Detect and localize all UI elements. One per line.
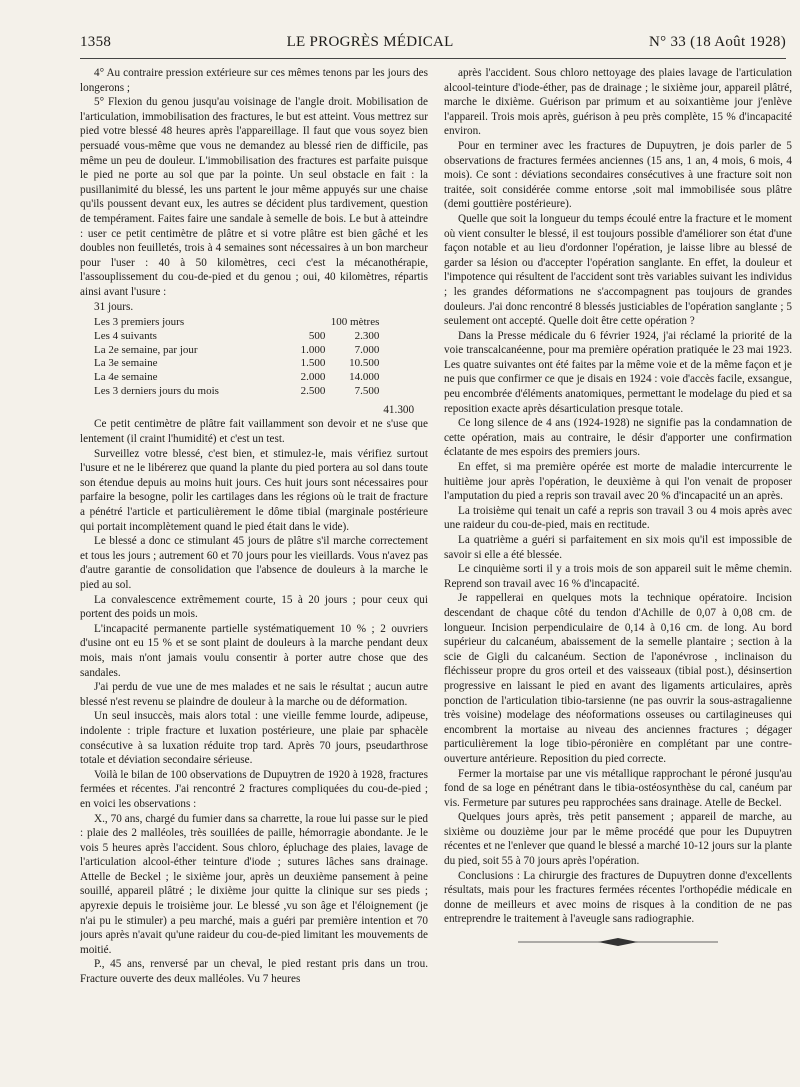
paragraph: Quelle que soit la longueur du temps écoulé entre la fracture et le moment où vient consulter le blessé, il est toujours possible d'améliorer son état d'une façon notable et au lieu d'ordonner l'opération, je laisse libre au blessé de garder sa lésion ou d'accepter l'opération sanglante. En effet, la douleur et l'impotence qui résultent de l'accident sont très variables suivant les individus ; les grandes déformations ne s'accompagnent pas toujours de grandes douleurs. J'ai donc rencontré 8 blessés justiciables de l'opération sanglante ; 5 seulement ont accepté. Quelle doit être cette opération ? <box>444 212 792 328</box>
paragraph: Dans la Presse médicale du 6 février 1924, j'ai réclamé la priorité de la voie transcalcanéenne, pour ma première opération pratiquée le 23 mai 1923. Les quatre suivantes ont été faites par la même voie et de la même façon et je ne puis que confirmer ce que je disais en 1924 : voie d'accès facile, exsangue, peu encombrée d'éléments anatomiques, permettant le modelage du pied et sa reposition exacte après désarticulation presque totale. <box>444 329 792 415</box>
table-cell-total: 14.000 <box>349 371 380 384</box>
table-row <box>94 316 379 330</box>
table-cell-total: 2.300 <box>354 329 380 342</box>
table-cell-label: La 2e semaine, par jour <box>94 343 198 356</box>
paragraph: 5° Flexion du genou jusqu'au voisinage de l'angle droit. Mobilisation de l'articulation, immobilisation des fractures, le but est atteint. Vous mettrez sur pied votre blessé 48 heures après l'appareillage. Il faut que vous soyez bien persuadé vous-même que vous ne demandez au blessé rien de difficile, pas même un peu de douleur. L'immobilisation des fractures est parfaite puisque le pied ne porte au sol que par la pointe. Un seul obstacle en fait : la pusillanimité du blessé, les uns partent le jour même appuyés sur une chaise qu'ils poussent devant eux, les autres se décident plus tardivement, question de tempérament. Faites faire une sandale à semelle de bois. Le but à atteindre : user ce petit centimètre de plâtre et si votre plâtre est bien gâché et les doubles non feuilletés, trois à 4 semaines sont nécessaires à un bon marcheur pour l'user : 40 à 50 kilomètres, ceci c'est la mécanothérapie, l'assouplissement du cou-de-pied et du genou ; oui, 40 kilomètres, répartis ainsi avant l'usure : <box>80 96 428 298</box>
paragraph: Fermer la mortaise par une vis métallique rapprochant le péroné jusqu'au fond de sa loge en pénétrant dans le tibia-ostéosynthèse du cal, canéum par vis. Fermeture par sutures peu rapprochées sans drainage. Atelle de Beckel. <box>444 767 792 809</box>
table-row <box>94 344 379 358</box>
paragraph: Pour en terminer avec les fractures de Dupuytren, je dois parler de 5 observations de fractures fermées anciennes (15 ans, 1 an, 4 mois, 6 mois, 4 mois). Ce sont : déviations secondaires consécutives à une fracture soit non traitée, soit considérée comme entorse ,soit mal immobilisée sous plâtre (demi gouttière postérieure). <box>444 139 792 211</box>
paragraph: Conclusions : La chirurgie des fractures de Dupuytren donne d'excellents résultats, mais pour les fractures fermées récentes l'orthopédie médicale en donne de meilleurs et avec moins de risques à la condition de ne pas entreprendre le traitement à l'aveugle sans radiographie. <box>444 869 792 926</box>
distance-table <box>94 316 379 399</box>
paragraph: La troisième qui tenait un café a repris son travail 3 ou 4 mois après avec une raideur du cou-de-pied, mais en rectitude. <box>444 504 792 532</box>
paragraph: Quelques jours après, très petit pansement ; appareil de marche, au sixième ou douzième jour par le même procédé que pour les Dupuytren récentes et ne l'enlever que quand le blessé a marché 10-12 jours sur la plante du pied, soit 55 à 70 jours après l'opération. <box>444 811 792 868</box>
distance-total: 41.300 <box>383 403 415 416</box>
journal-title: LE PROGRÈS MÉDICAL <box>286 34 454 50</box>
table-row <box>94 371 379 385</box>
paragraph: X., 70 ans, chargé du fumier dans sa charrette, la roue lui passe sur le pied : plaie des 2 malléoles, très souillées de paille, hémorragie abondante. Je le vois 5 heures après l'accident. Sous chloro, épluchage des plaies, lavage de l'articulation alcool-éther teinture d'iode ; sutures lâches sans drainage. Attelle de Beckel ; le sixième jour, après un deuxième pansement à peine souillé, appareil plâtré ; le dixième jour quitte la clinique sur ses pieds ; apyrexie depuis le troisième jour. Le blessé ,vu son âge et l'éloignement (je n'ai pu le stimuler) a peu marché, mais a guéri par première intention et 70 jours après n'avait qu'une raideur du cou-de-pied limitant les mouvements de moitié. <box>80 812 428 956</box>
header-rule <box>80 58 786 59</box>
issue-info: N° 33 (18 Août 1928) <box>649 34 786 50</box>
table-cell-daily: 2.500 <box>300 385 326 398</box>
table-cell-daily: 500 <box>308 329 326 342</box>
table-cell-total: 7.500 <box>354 385 380 398</box>
paragraph: La quatrième a guéri si parfaitement en six mois qu'il est impossible de savoir si elle a été blessée. <box>444 534 792 561</box>
paragraph: Surveillez votre blessé, c'est bien, et stimulez-le, mais vérifiez surtout l'usure et ne le libérerez que quand la plante du pied portera au sol dans toute son étendue depuis au moins huit jours. Ces huit jours sont nécessaires pour parfaire la besogne, polir les cartilages dans les régions où le trait de fracture a pénétré l'article et particulièrement le dôme tibial (marginale postérieure qui portait incomplètement quand le pied était dans le vide). <box>80 447 428 533</box>
table-row <box>94 357 379 371</box>
paragraph: L'incapacité permanente partielle systématiquement 10 % ; 2 ouvriers d'usine ont eu 15 % et se sont plaint de douleurs à la marche pendant deux mois, mais n'ont jamais voulu consentir à porter autre chose que des sandales. <box>80 622 428 679</box>
paragraph: Ce petit centimètre de plâtre fait vaillamment son devoir et ne s'use que lentement (il craint l'humidité) et c'est un test. <box>80 418 428 446</box>
table-cell-daily: 2.000 <box>300 371 326 384</box>
paragraph: Le blessé a donc ce stimulant 45 jours de plâtre s'il marche correctement et tous les jours ; autrement 60 et 70 jours pour les vieillards. Vous n'avez pas d'autre garantie de consolidation que l'absence de douleurs à la marche le pied au sol. <box>80 535 428 591</box>
paragraph: Un seul insuccès, mais alors total : une vieille femme lourde, adipeuse, indolente : triple fracture et luxation postérieure, une plaie par sphacèle consécutive à sa luxation réduite trop tard. Après 70 jours, pseudarthrose totale et déviation secondaire sérieuse. <box>80 710 428 767</box>
table-cell-total: 10.500 <box>349 357 380 370</box>
paragraph: La convalescence extrêmement courte, 15 à 20 jours ; pour ceux qui portent des poids un mois. <box>80 593 428 621</box>
page-header <box>80 34 786 56</box>
distance-table-header: 31 jours. <box>94 300 134 313</box>
table-row <box>94 330 379 344</box>
table-cell-label: Les 4 suivants <box>94 329 157 342</box>
table-cell-label: La 4e semaine <box>94 371 158 384</box>
table-cell-label: La 3e semaine <box>94 357 158 370</box>
table-cell-daily: 1.000 <box>300 343 326 356</box>
paragraph: Le cinquième sorti il y a trois mois de son appareil suit le même chemin. Reprend son travail avec 16 % d'incapacité. <box>444 563 792 590</box>
paragraph: J'ai perdu de vue une de mes malades et ne sais le résultat ; aucun autre blessé n'est revenu se plaindre de douleur à la marche ou de déformation. <box>80 681 428 708</box>
table-cell-label: Les 3 premiers jours <box>94 316 185 329</box>
page-number: 1358 <box>80 34 112 50</box>
end-ornament-icon <box>518 937 718 947</box>
paragraph: après l'accident. Sous chloro nettoyage des plaies lavage de l'articulation alcool-teinture d'iode-éther, pas de drainage ; le sixième jour, appareil plâtré, marche le dixième. Guérison par primum et au soixantième jour j'enlève l'appareil. Trois mois après, guérison à peu près complète, 15 % d'incapacité environ. <box>444 67 792 138</box>
table-cell-unit: 100 mètres <box>330 316 380 329</box>
paragraph: Je rappellerai en quelques mots la technique opératoire. Incision descendant de chaque côté du tendon d'Achille de 0,07 à 0,08 cm. de longueur. Incision perpendiculaire de 0,14 à 0,16 cm. de long. Au bord supérieur du calcanéum, abaissement de la semelle plantaire ; section à la scie de Gigli du calcanéum. Section de l'aponévrose , inclinaison du fléchisseur propre du gros orteil et des vaisseaux (tibial post.), désinsertion progressive en laissant le pied en avant des ligaments articulaires, après ponction de l'articulation tibio-tarsienne (ne pas ouvrir la sous-astragalienne très voisine) modelage des néoformations osseuses ou cartilagineuses qui encombrent la mortaise au niveau des anciennes fractures ; dégager particulièrement la loge tibio-péronière en complétant par une contre-ouverture antérieure. Reposition du pied correcte. <box>444 592 792 765</box>
paragraph: 4° Au contraire pression extérieure sur ces mêmes tenons par les jours des longerons ; <box>80 67 428 94</box>
paragraph: Voilà le bilan de 100 observations de Dupuytren de 1920 à 1928, fractures fermées et récentes. J'ai rencontré 2 fractures compliquées du cou-de-pied ; en voici les observations : <box>80 768 428 810</box>
left-column <box>80 66 428 1079</box>
right-column <box>444 66 792 1079</box>
table-row <box>94 385 379 399</box>
table-cell-label: Les 3 derniers jours du mois <box>94 385 219 398</box>
table-cell-total: 7.000 <box>354 343 380 356</box>
table-cell-daily: 1.500 <box>300 357 326 370</box>
paragraph: En effet, si ma première opérée est morte de maladie intercurrente le huitième jour après l'opération, le deuxième à qui l'on venait de proposer l'amputation du pied a repris son travail avec 20 % d'incapacité un an après. <box>444 461 792 503</box>
paragraph: P., 45 ans, renversé par un cheval, le pied restant pris dans un trou. Fracture ouverte des deux malléoles. Vu 7 heures <box>80 958 428 986</box>
paragraph: Ce long silence de 4 ans (1924-1928) ne signifie pas la condamnation de cette opération, mais au contraire, le désir d'apporter une confirmation éclatante de mes espoirs des premiers jours. <box>444 417 792 459</box>
